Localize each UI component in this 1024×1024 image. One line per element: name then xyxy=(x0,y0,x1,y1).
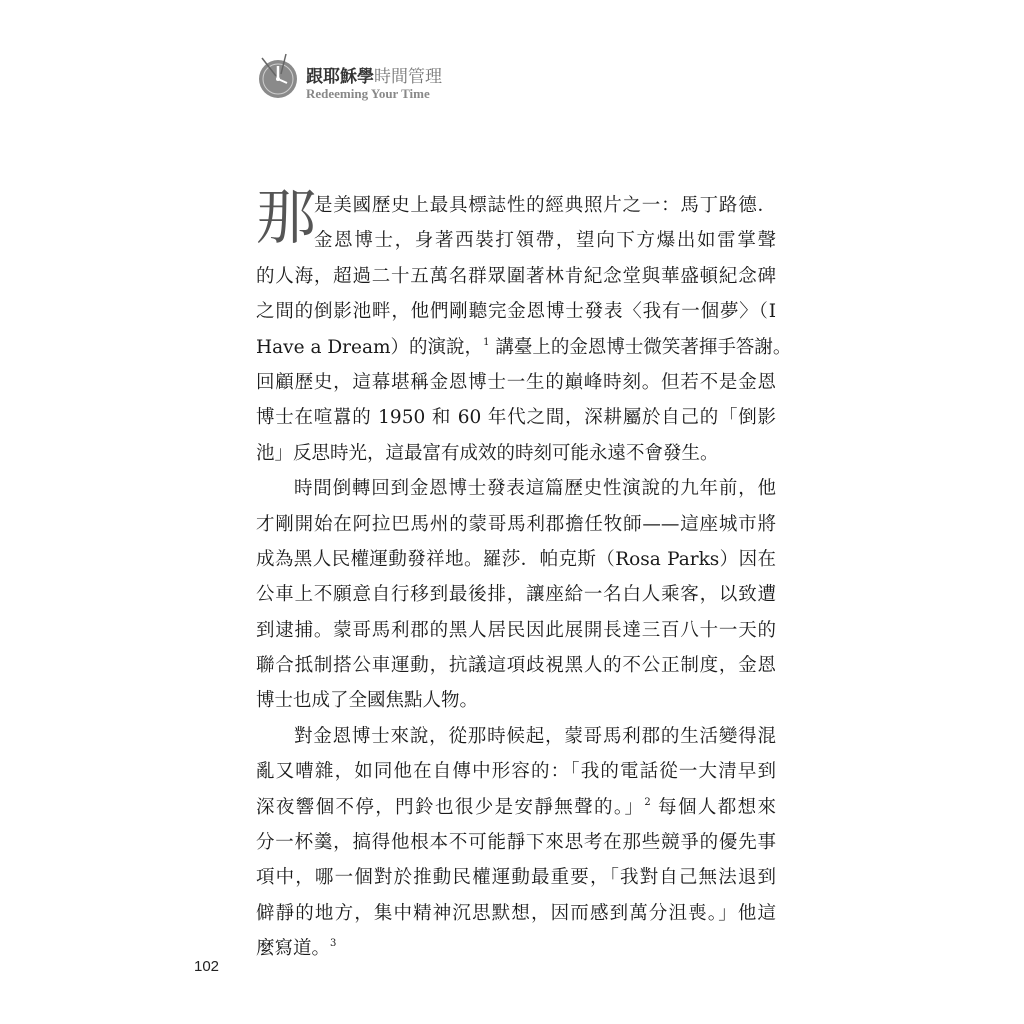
text-line xyxy=(256,825,776,860)
text-line xyxy=(256,719,776,754)
drop-cap: 那 xyxy=(256,183,316,253)
text-line xyxy=(256,223,776,258)
text-line xyxy=(256,542,776,577)
text-line-content: Have a Dream）的演說， xyxy=(256,336,484,358)
text-line xyxy=(256,259,776,294)
text-line-content: 時間倒轉回到金恩博士發表這篇歷史性演說的九年前，他 xyxy=(294,478,776,500)
text-line xyxy=(256,754,776,789)
footnote-marker[interactable]: 3 xyxy=(330,938,337,950)
text-line xyxy=(256,577,776,612)
text-line-content: 博士在喧囂的 1950 和 60 年代之間，深耕屬於自己的「倒影 xyxy=(256,407,776,429)
clock-icon xyxy=(256,52,304,102)
text-line-content: 成為黑人民權運動發祥地。羅莎．帕克斯（Rosa Parks）因在 xyxy=(256,548,776,570)
text-line-content: 分一杯羹，搞得他根本不可能靜下來思考在那些競爭的優先事 xyxy=(256,832,776,854)
book-title-english: Redeeming Your Time xyxy=(306,86,430,101)
text-line xyxy=(256,613,776,648)
text-line xyxy=(256,188,776,223)
text-line-content: 亂又嘈雜，如同他在自傳中形容的：「我的電話從一大清早到 xyxy=(256,761,776,783)
text-line-content: 麼寫道。 xyxy=(256,938,331,960)
text-line xyxy=(256,294,776,329)
text-line-continuation: 每個人都想來 xyxy=(650,796,776,818)
footnote-marker[interactable]: 1 xyxy=(483,336,490,348)
book-title-sub: 時間管理 xyxy=(374,67,442,87)
text-line-content: 是美國歷史上最具標誌性的經典照片之一：馬丁路德． xyxy=(314,195,776,216)
text-line xyxy=(256,471,776,506)
text-line xyxy=(256,330,792,365)
text-line-content: 聯合抵制搭公車運動，抗議這項歧視黑人的不公正制度，金恩 xyxy=(256,655,776,677)
text-line-content: 深夜響個不停，門鈴也很少是安靜無聲的。」 xyxy=(256,796,645,818)
text-line-content: 池」反思時光，這最富有成效的時刻可能永遠不會發生。 xyxy=(256,442,719,464)
book-title xyxy=(306,62,442,87)
text-line-content: 之間的倒影池畔，他們剛聽完金恩博士發表〈我有一個夢〉（I xyxy=(256,301,776,323)
text-line xyxy=(256,436,776,471)
footnote-marker[interactable]: 2 xyxy=(644,796,651,808)
text-line-content: 僻靜的地方，集中精神沉思默想，因而感到萬分沮喪。」他這 xyxy=(256,902,776,924)
text-line-content: 的人海，超過二十五萬名群眾圍著林肯紀念堂與華盛頓紀念碑 xyxy=(256,265,776,287)
text-line-content: 回顧歷史，這幕堪稱金恩博士一生的巔峰時刻。但若不是金恩 xyxy=(256,371,776,393)
text-line-content: 博士也成了全國焦點人物。 xyxy=(256,690,479,712)
text-line xyxy=(256,790,776,825)
text-line-content: 才剛開始在阿拉巴馬州的蒙哥馬利郡擔任牧師——這座城市將 xyxy=(256,513,776,535)
text-line xyxy=(256,507,776,542)
text-line xyxy=(256,931,776,966)
text-line-content: 項中，哪一個對於推動民權運動最重要，「我對自己無法退到 xyxy=(256,867,776,889)
body-text xyxy=(256,183,792,967)
running-header xyxy=(256,52,476,102)
text-line xyxy=(256,400,776,435)
text-line xyxy=(256,648,776,683)
text-line xyxy=(256,860,776,895)
text-line xyxy=(256,896,776,931)
book-title-main: 跟耶穌學 xyxy=(306,67,374,87)
text-line-content: 公車上不願意自行移到最後排，讓座給一名白人乘客，以致遭 xyxy=(256,584,776,606)
text-line xyxy=(256,365,776,400)
text-line-content: 對金恩博士來說，從那時候起，蒙哥馬利郡的生活變得混 xyxy=(294,725,776,747)
text-line-content: 金恩博士，身著西裝打領帶，望向下方爆出如雷掌聲 xyxy=(314,230,776,252)
page-number: 102 xyxy=(194,958,220,975)
text-line-content: 到逮捕。蒙哥馬利郡的黑人居民因此展開長達三百八十一天的 xyxy=(256,619,776,641)
text-line xyxy=(256,683,776,718)
text-line-continuation: 講臺上的金恩博士微笑著揮手答謝。 xyxy=(489,336,792,358)
